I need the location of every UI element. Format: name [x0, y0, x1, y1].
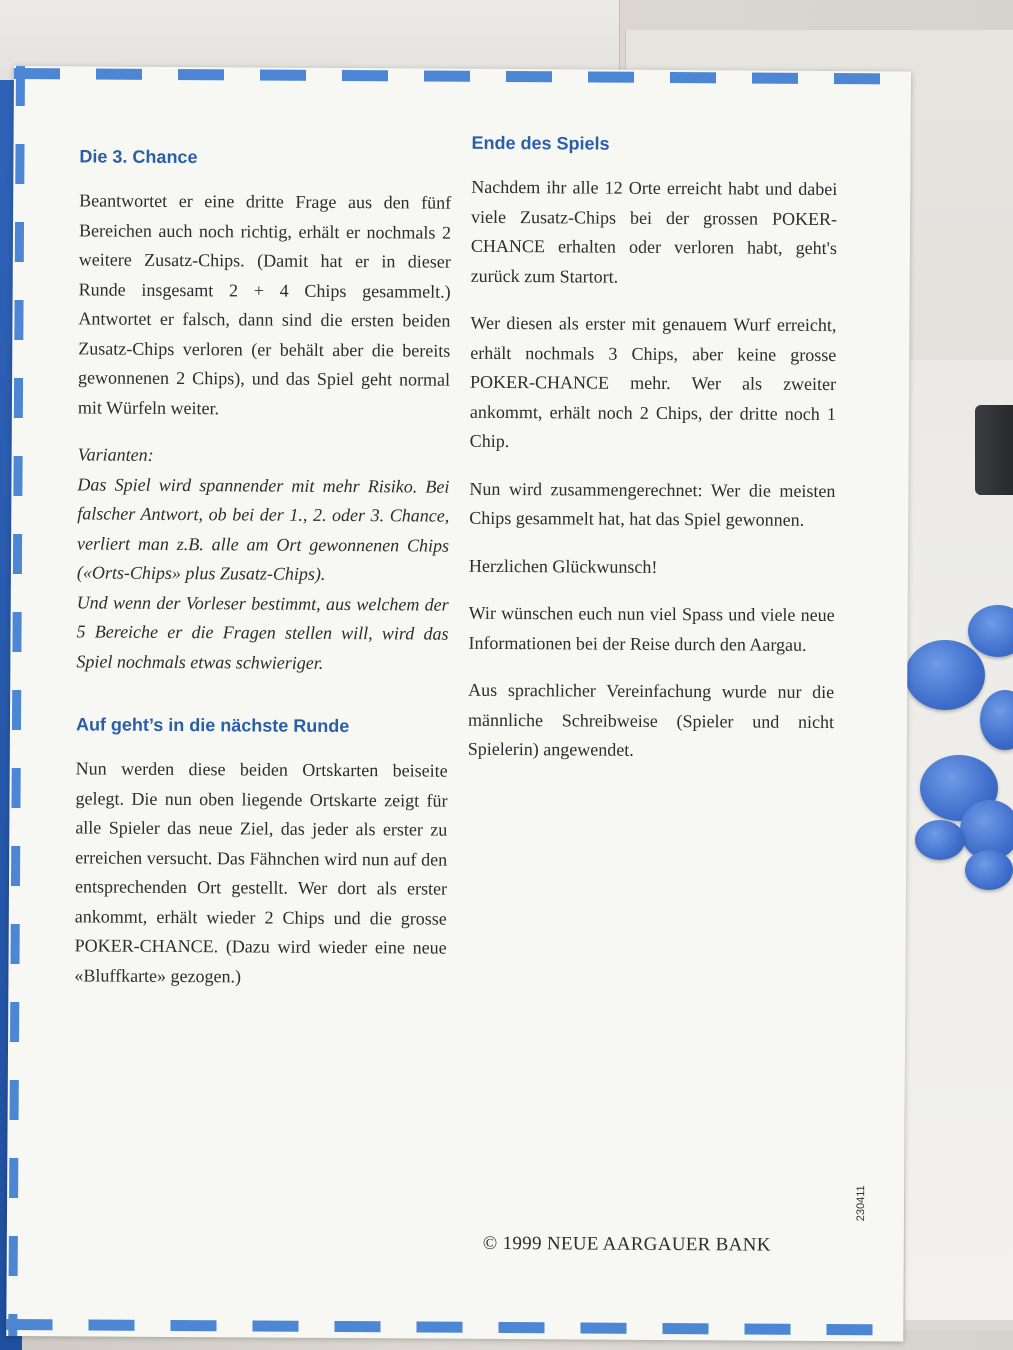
blue-chip [965, 850, 1013, 890]
paragraph-end-1: Nachdem ihr alle 12 Orte erreicht habt und dabei viele Zusatz-Chips bei der grossen POKER-CHANCE erhalten oder verloren habt, geht's zurück zum Startort. [470, 176, 838, 287]
paragraph-end-3: Nun wird zusammengerechnet: Wer die meisten Chips gesammelt hat, hat das Spiel gewonnen. [469, 478, 836, 530]
right-column [468, 131, 838, 767]
paragraph-end-2: Wer diesen als erster mit genauem Wurf erreicht, erhält nochmals 3 Chips, aber keine grosse POKER-CHANCE mehr. Wer als zweiter ankommt, erhält noch 2 Chips, der dritte noch 1 Chip. [469, 312, 837, 452]
print-code: 230411 [854, 1185, 868, 1222]
heading-next-round: Auf geht’s in die nächste Runde [75, 714, 350, 737]
dashed-border-top [14, 68, 911, 84]
variant-1: Das Spiel wird spannender mit mehr Risiko. Bei falscher Antwort, ob bei der 1., 2. oder 3. Chance, verliert man z.B. alle am Ort gewonnenen Chips («Orts-Chips» plus Zusatz-Chips). [76, 473, 450, 584]
dashed-border-bottom [6, 1319, 903, 1335]
variant-2: Und wenn der Vorleser bestimmt, aus welchem der 5 Bereiche er die Fragen stellen will, wird das Spiel nochmals etwas schwieriger. [76, 591, 449, 673]
blue-chip [905, 640, 985, 710]
variants-label: Varianten: [77, 444, 154, 465]
heading-3rd-chance: Die 3. Chance [79, 146, 198, 168]
heading-end-of-game: Ende des Spiels [471, 132, 610, 154]
paragraph-congratulations: Herzlichen Glückwunsch! [468, 555, 658, 577]
dark-game-piece [975, 405, 1013, 495]
paragraph-wishes: Wir wünschen euch nun viel Spass und viele neue Informationen bei der Reise durch den Aargau. [468, 602, 835, 655]
left-column [74, 144, 451, 992]
blue-chip [915, 820, 965, 860]
paragraph-3rd-chance: Beantwortet er eine dritte Frage aus den fünf Bereichen auch noch richtig, erhält er nochmals 2 weitere Zusatz-Chips. (Damit hat er in dieser Runde insgesamt 2 + 4 Chips gesammelt.) Antwortet er falsch, dann sind die ersten beiden Zusatz-Chips verloren (er behält aber die bereits gewonnenen 2 Chips), und das Spiel geht normal mit Würfeln weiter. [77, 190, 452, 418]
paragraph-next-round: Nun werden diese beiden Ortskarten beiseite gelegt. Die nun oben liegende Ortskarte zeigt für alle Spieler das neue Ziel, das jeder als erster zu erreichen versucht. Das Fähnchen wird nun auf den entsprechenden Ort gestellt. Wer dort als erster ankommt, erhält wieder 2 Chips und die grosse POKER-CHANCE. (Dazu wird wieder eine neue «Bluffkarte» gezogen.) [74, 758, 448, 986]
paragraph-gender-note: Aus sprachlicher Vereinfachung wurde nur die männliche Schreibweise (Spieler und nicht Spielerin) angewendet. [467, 679, 835, 760]
rulebook-page [6, 66, 911, 1341]
copyright-notice: © 1999 NEUE AARGAUER BANK [482, 1232, 771, 1256]
